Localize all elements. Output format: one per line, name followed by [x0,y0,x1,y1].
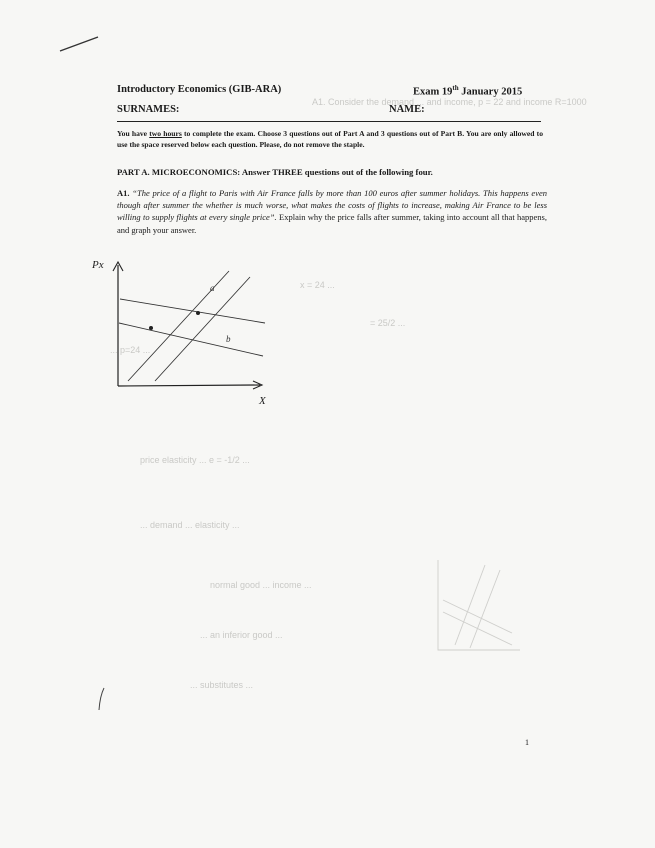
demand-curve-2 [119,323,263,356]
equilibrium-point-1 [149,326,153,330]
y-axis-label: Px [92,259,104,271]
supply-label: a [210,283,215,293]
equilibrium-point-2 [196,311,200,315]
x-axis [118,385,260,386]
question-quote: “The price of a flight to Paris with Air France falls by more than 100 euros after summer holidays. This happens even though after summer the whether is much worse, what makes the costs of flights to increase, making Air France to be less willing to supply flights at every single price”. [117,188,548,223]
x-axis-label: X [259,395,266,407]
exam-page: A1. Consider the demand ... and income, p = 22 and income R=1000 x = 24 ... = 25/2 ... ... p=24 ... price elasticity ... e = -1/2 ... ... demand ... elasticity ... normal good ... income ... ... an inferior good ... ... substitutes ... Introductory Economics (GIB-ARA) Exam 19th January 2015 SURNAMES: NAME: You have two hours to complete the exam. Choose 3 questions out of Part A and 3 questions out of Part B. You are only allowed to use the space reserved below each question. Please, do not remove the staple. PART A. MICROECONOMICS: Answer THREE questions out of the following four. A1. “The price of a flight to Paris with Air France falls by more than 100 euros after summer holidays. This happens even though after summer the whether is much worse, what makes the costs of flights to increase, making Air France to be less willing to supply flights at every single price”. Explain why the price falls after summer, taking into account all that happens, and graph your answer. 1 Px X a b [0,0,655,848]
demand-label: b [226,334,231,344]
pen-stroke-small [99,688,104,710]
supply-demand-sketch [91,259,267,407]
exam-date: Exam 19th January 2015 [413,84,523,98]
pen-stroke [60,37,98,51]
page-number: 1 [525,738,529,747]
exam-instructions: You have two hours to complete the exam. Choose 3 questions out of Part A and 3 questions out of Part B. You are only allowed to use the space reserved below each question. Please, do not remove the staple. [117,129,544,149]
course-title: Introductory Economics (GIB-ARA) [117,84,282,95]
question-prompt: Explain why the price falls after summer, taking into account all that happens, and graph your answer. [117,212,547,235]
supply-curve-2 [155,277,250,381]
surnames-label: SURNAMES: [117,104,180,115]
name-label: NAME: [389,104,425,115]
part-a-heading: PART A. MICROECONOMICS: Answer THREE questions out of the following four. [117,167,433,177]
ghost-graph [438,560,520,650]
question-number: A1. [117,188,130,198]
